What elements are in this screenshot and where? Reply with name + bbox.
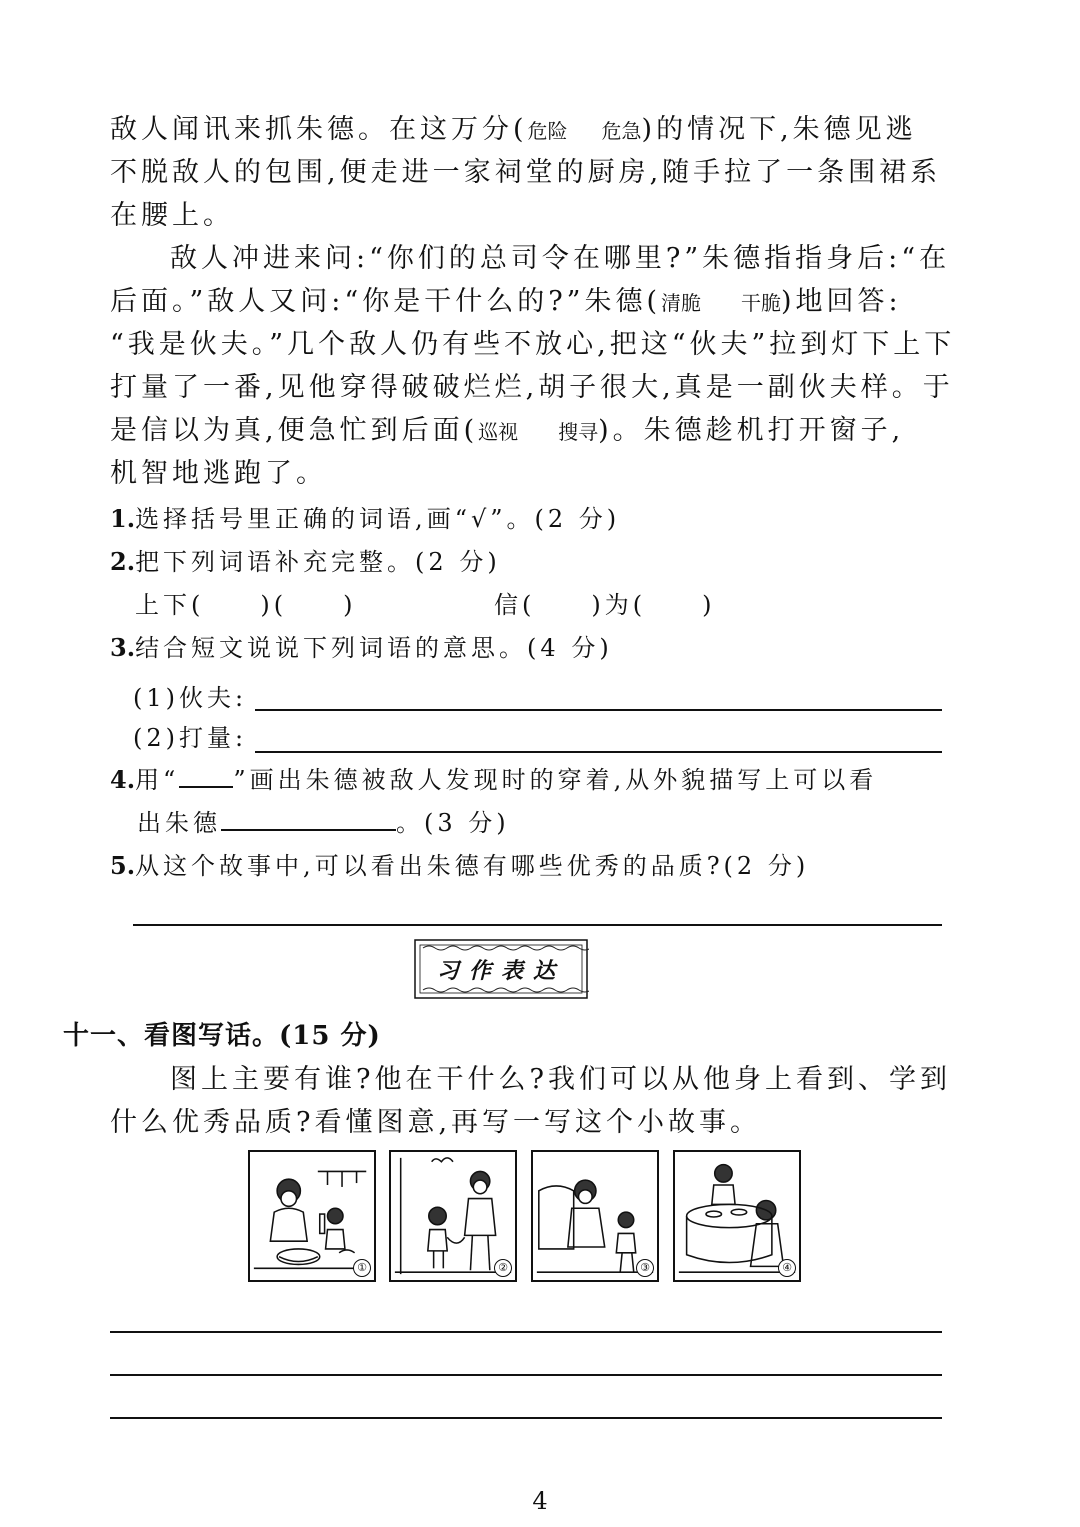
q3-item-1: (1)伙夫: — [133, 684, 248, 712]
panel-number: ① — [353, 1259, 371, 1277]
answer-line[interactable] — [255, 709, 942, 711]
word-option[interactable]: 危急 — [601, 119, 642, 143]
banner-title: 习作表达 — [436, 958, 565, 984]
fill-blank-2[interactable]: 信( )为( ) — [494, 591, 716, 619]
writing-line[interactable] — [110, 1417, 942, 1419]
passage-line: “我是伙夫。”几个敌人仍有些不放心,把这“伙夫”拉到灯下上下 — [110, 329, 956, 360]
passage-line: 敌人冲进来问:“你们的总司令在哪里?”朱德指指身后:“在 — [170, 243, 951, 274]
passage-line: 打量了一番,见他穿得破破烂烂,胡子很大,真是一副伙夫样。于 — [110, 372, 954, 403]
word-option[interactable]: 干脆 — [741, 291, 782, 315]
question-3: 3.结合短文说说下列词语的意思。(4 分) — [110, 633, 613, 662]
passage-line: 机智地逃跑了。 — [110, 458, 327, 489]
word-option[interactable]: 危险 — [527, 119, 568, 143]
passage-line: 后面。”敌人又问:“你是干什么的?”朱德(清脆 干脆)地回答: — [110, 286, 902, 317]
answer-blank[interactable] — [221, 805, 396, 831]
question-4-cont: 出朱德 。(3 分) — [137, 805, 510, 841]
answer-line[interactable] — [255, 751, 942, 753]
word-option[interactable]: 巡视 — [478, 420, 519, 444]
question-2: 2.把下列词语补充完整。(2 分) — [110, 547, 501, 576]
panel-number: ③ — [636, 1259, 654, 1277]
section-banner — [413, 938, 589, 1000]
comic-panel-2 — [389, 1150, 517, 1282]
fill-blank-1[interactable]: 上下( )( ) — [135, 591, 357, 619]
comic-panel-3 — [531, 1150, 659, 1282]
page-number: 4 — [532, 1487, 548, 1515]
passage-line: 是信以为真,便急忙到后面(巡视 搜寻)。朱德趁机打开窗子, — [110, 415, 905, 446]
question-4: 4.用“ ”画出朱德被敌人发现时的穿着,从外貌描写上可以看 — [110, 765, 878, 794]
q3-item-2: (2)打量: — [133, 724, 248, 752]
writing-line[interactable] — [110, 1331, 942, 1333]
passage-line: 敌人闻讯来抓朱德。在这万分(危险 危急)的情况下,朱德见逃 — [110, 114, 917, 145]
comic-panel-1 — [248, 1150, 376, 1282]
panel-number: ② — [494, 1259, 512, 1277]
passage-line: 在腰上。 — [110, 200, 234, 231]
question-1: 1.选择括号里正确的词语,画“√”。(2 分) — [110, 504, 621, 533]
writing-prompt: 图上主要有谁?他在干什么?我们可以从他身上看到、学到 — [170, 1064, 951, 1095]
writing-line[interactable] — [110, 1374, 942, 1376]
question-5: 5.从这个故事中,可以看出朱德有哪些优秀的品质?(2 分) — [110, 851, 810, 880]
word-option[interactable]: 清脆 — [661, 291, 702, 315]
answer-line[interactable] — [133, 924, 942, 926]
section-title: 十一、看图写话。(15 分) — [63, 1021, 381, 1051]
comic-panel-4 — [673, 1150, 801, 1282]
passage-line: 不脱敌人的包围,便走进一家祠堂的厨房,随手拉了一条围裙系 — [110, 157, 942, 188]
writing-prompt: 什么优秀品质?看懂图意,再写一写这个小故事。 — [110, 1107, 762, 1138]
word-option[interactable]: 搜寻 — [558, 420, 599, 444]
panel-number: ④ — [778, 1259, 796, 1277]
